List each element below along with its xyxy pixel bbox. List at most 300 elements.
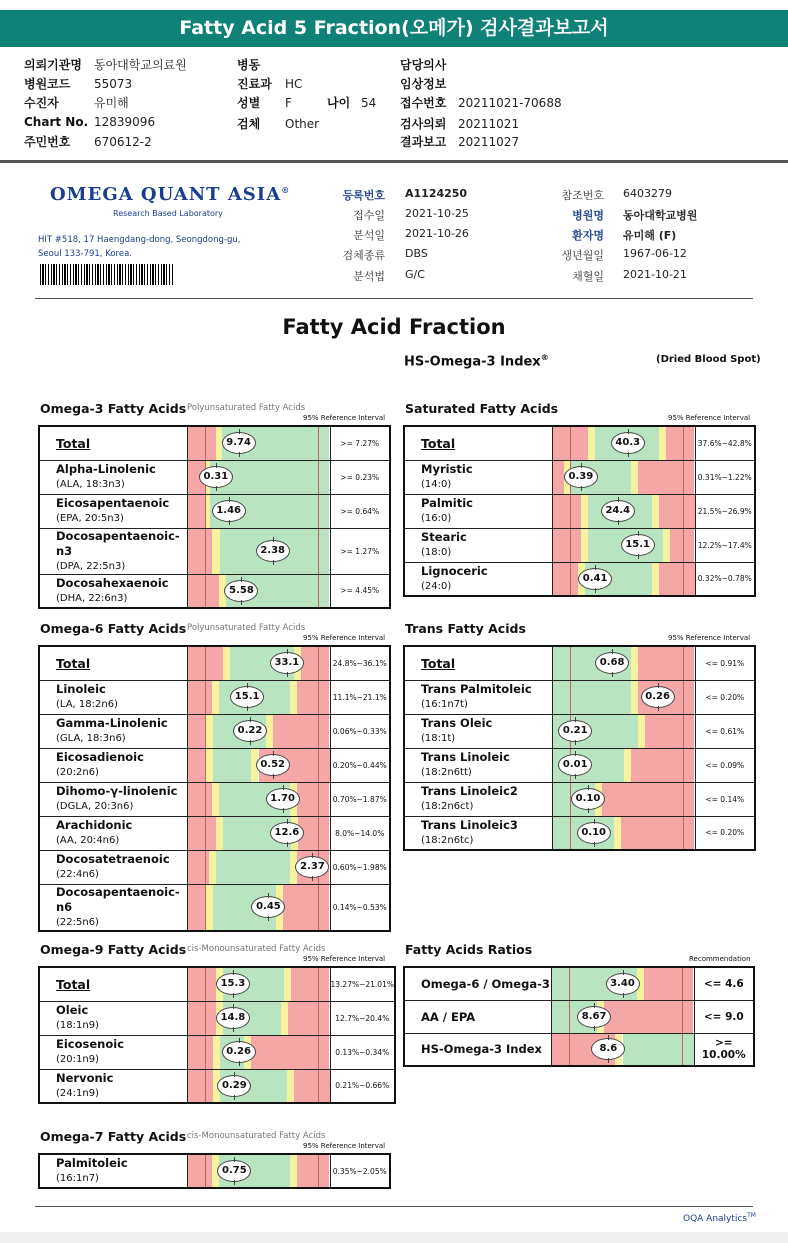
specimen-note: (Dried Blood Spot) bbox=[656, 354, 761, 365]
bar-tick-line bbox=[682, 968, 683, 1000]
range-band bbox=[666, 427, 694, 460]
bar-tick-line bbox=[205, 495, 206, 528]
range-band bbox=[223, 647, 230, 680]
result-bar bbox=[187, 680, 330, 714]
analyte-name: Docosapentaenoic-n6 bbox=[56, 884, 180, 914]
range-band bbox=[188, 495, 205, 528]
analyte-name-cell bbox=[404, 646, 552, 680]
analyte-name-cell bbox=[404, 1000, 551, 1033]
result-bar bbox=[187, 1154, 330, 1188]
header-field-value: 동아대학교의료원 bbox=[94, 58, 187, 72]
bar-tick-line bbox=[318, 575, 319, 608]
table-row bbox=[404, 714, 755, 748]
bar-tick-line bbox=[205, 1070, 206, 1103]
header-field bbox=[400, 75, 458, 92]
reference-range: 0.21%~0.66% bbox=[330, 1069, 395, 1103]
header-field-label: 결과보고 bbox=[400, 135, 447, 149]
analyte-name-cell bbox=[404, 1033, 551, 1066]
result-value-marker: 0.31 bbox=[199, 466, 233, 488]
result-value-marker: 0.22 bbox=[233, 720, 267, 742]
range-band bbox=[301, 647, 329, 680]
table-row bbox=[404, 460, 755, 494]
analyte-name: Docosapentaenoic-n3 bbox=[56, 528, 180, 558]
analyte-name: Eicosenoic bbox=[56, 1037, 125, 1051]
range-band bbox=[294, 1070, 330, 1103]
analyte-code: (14:0) bbox=[421, 479, 452, 490]
section-title: Omega-3 Fatty Acids bbox=[40, 401, 187, 416]
analyte-name: Total bbox=[421, 435, 456, 451]
lab-logo bbox=[50, 184, 290, 205]
analyte-name: Palmitoleic bbox=[56, 1156, 128, 1170]
bar-background bbox=[188, 1155, 330, 1187]
result-bar bbox=[187, 494, 330, 528]
reference-interval-label: 95% Reference Interval bbox=[303, 634, 386, 642]
report-info-label: 병원명 bbox=[572, 209, 604, 222]
bar-tick-line bbox=[318, 1155, 319, 1187]
range-band bbox=[188, 715, 206, 748]
result-value-marker: 0.75 bbox=[217, 1160, 251, 1182]
bar-background bbox=[188, 817, 330, 850]
range-band bbox=[553, 681, 631, 714]
result-value-marker: 2.37 bbox=[295, 856, 329, 878]
range-band bbox=[631, 681, 638, 714]
range-band bbox=[188, 817, 216, 850]
range-band bbox=[206, 749, 213, 782]
range-band bbox=[188, 575, 219, 608]
analyte-name: Eicosapentaenoic bbox=[56, 496, 170, 510]
bar-tick-line bbox=[569, 968, 570, 1000]
section-subtitle: Polyunsaturated Fatty Acids bbox=[187, 623, 306, 633]
bar-background bbox=[188, 647, 330, 680]
analyte-name-cell bbox=[39, 816, 187, 850]
reference-range: 8.0%~14.0% bbox=[330, 816, 390, 850]
analyte-name-cell bbox=[39, 967, 187, 1001]
report-info-value: 2021-10-21 bbox=[623, 268, 687, 281]
header-field-label: 성별 bbox=[237, 96, 261, 110]
result-value-marker: 0.68 bbox=[595, 652, 629, 674]
bar-tick-line bbox=[318, 461, 319, 494]
analyte-name: Trans Linoleic3 bbox=[421, 817, 518, 832]
divider bbox=[0, 160, 788, 163]
bar-tick-line bbox=[683, 817, 684, 850]
range-band bbox=[631, 461, 638, 494]
header-field-label: 접수번호 bbox=[400, 96, 447, 110]
report-info-value: 동아대학교병원 bbox=[623, 209, 698, 222]
range-band bbox=[581, 529, 588, 562]
result-value-marker: 0.26 bbox=[641, 686, 675, 708]
range-band bbox=[188, 529, 212, 574]
range-band bbox=[624, 749, 631, 782]
bar-tick-line bbox=[683, 749, 684, 782]
table-row bbox=[39, 748, 390, 782]
bar-tick-line bbox=[683, 647, 684, 680]
result-bar bbox=[187, 816, 330, 850]
range-band bbox=[659, 563, 695, 596]
reference-range: 12.2%~17.4% bbox=[695, 528, 755, 562]
result-value-marker: 8.67 bbox=[577, 1006, 611, 1028]
header-field bbox=[400, 94, 562, 111]
analyte-name-cell bbox=[39, 426, 187, 460]
reference-range: >= 0.64% bbox=[330, 494, 390, 528]
range-band bbox=[553, 563, 579, 596]
bar-background bbox=[188, 575, 330, 608]
table-row bbox=[404, 646, 755, 680]
result-value-marker: 0.26 bbox=[222, 1041, 256, 1063]
reference-range: 0.32%~0.78% bbox=[695, 562, 755, 596]
range-band bbox=[297, 1155, 330, 1187]
range-band bbox=[631, 647, 638, 680]
analyte-name: Nervonic bbox=[56, 1070, 114, 1085]
range-band bbox=[644, 968, 694, 1000]
result-value-marker: 33.1 bbox=[270, 652, 304, 674]
reference-range: <= 4.6 bbox=[694, 967, 754, 1000]
range-band bbox=[188, 1036, 214, 1069]
reference-range: <= 0.61% bbox=[695, 714, 755, 748]
bar-tick-line bbox=[318, 529, 319, 574]
analyte-code: (16:1n7) bbox=[56, 1173, 99, 1184]
bar-tick-line bbox=[570, 647, 571, 680]
result-bar bbox=[187, 748, 330, 782]
header-field-value: Other bbox=[285, 117, 320, 131]
analyte-code: (18:2n6ct) bbox=[421, 801, 474, 812]
analyte-name: Trans Linoleic bbox=[421, 750, 510, 764]
result-value-marker: 2.38 bbox=[256, 540, 290, 562]
analyte-code: (18:2n6tt) bbox=[421, 767, 472, 778]
section-subtitle: Polyunsaturated Fatty Acids bbox=[187, 403, 306, 413]
analyte-name-cell bbox=[39, 884, 187, 931]
analyte-code: (GLA, 18:3n6) bbox=[56, 733, 126, 744]
analyte-name-cell bbox=[39, 1035, 187, 1069]
range-band bbox=[206, 885, 213, 930]
result-bar bbox=[187, 1035, 330, 1069]
table-row bbox=[39, 1001, 395, 1035]
analyte-name-cell bbox=[404, 426, 552, 460]
analyte-name: Omega-6 / Omega-3 bbox=[421, 976, 550, 991]
result-bar bbox=[187, 528, 330, 574]
report-info-label: 생년월일 bbox=[561, 249, 604, 262]
analyte-name: Trans Linoleic2 bbox=[421, 784, 518, 798]
reference-interval-label: 95% Reference Interval bbox=[668, 414, 751, 422]
result-bar bbox=[552, 562, 695, 596]
analyte-name: Gamma-Linolenic bbox=[56, 716, 168, 730]
bar-tick-line bbox=[683, 681, 684, 714]
age-label: 나이 bbox=[327, 96, 351, 110]
bar-tick-line bbox=[683, 427, 684, 460]
analyte-name: AA / EPA bbox=[421, 1009, 476, 1024]
bar-tick-line bbox=[205, 749, 206, 782]
bar-tick-line bbox=[205, 529, 206, 574]
analyte-code: (DGLA, 20:3n6) bbox=[56, 801, 134, 812]
results-table bbox=[403, 645, 756, 851]
bar-tick-line bbox=[570, 495, 571, 528]
bar-background bbox=[552, 1001, 694, 1033]
bar-tick-line bbox=[205, 817, 206, 850]
header-field-value: F bbox=[285, 96, 292, 110]
section-title: Fatty Acids Ratios bbox=[405, 942, 533, 957]
header-field bbox=[24, 133, 152, 150]
result-bar bbox=[552, 680, 695, 714]
bar-tick-line bbox=[570, 817, 571, 850]
report-info-value: 2021-10-25 bbox=[405, 207, 469, 220]
result-bar bbox=[552, 748, 695, 782]
analyte-name-cell bbox=[39, 748, 187, 782]
report-info-label: 채혈일 bbox=[572, 270, 604, 283]
result-value-marker: 15.1 bbox=[621, 534, 655, 556]
reference-interval-label: Recommendation bbox=[689, 955, 751, 963]
result-value-marker: 15.1 bbox=[230, 686, 264, 708]
reference-range: <= 0.09% bbox=[695, 748, 755, 782]
result-bar bbox=[187, 782, 330, 816]
result-value-marker: 0.52 bbox=[256, 754, 290, 776]
table-row bbox=[404, 782, 755, 816]
bar-tick-line bbox=[318, 715, 319, 748]
reference-range: 0.13%~0.34% bbox=[330, 1035, 395, 1069]
result-value-marker: 24.4 bbox=[601, 500, 635, 522]
report-info-value: G/C bbox=[405, 268, 425, 281]
result-value-marker: 15.3 bbox=[216, 973, 250, 995]
header-field-label: 임상정보 bbox=[400, 77, 447, 91]
bar-background bbox=[188, 1070, 330, 1103]
analyte-code: (18:0) bbox=[421, 547, 452, 558]
bar-tick-line bbox=[683, 563, 684, 596]
analyte-name: Docosatetraenoic bbox=[56, 852, 170, 866]
analyte-name-cell bbox=[39, 680, 187, 714]
header-field-label: 담당의사 bbox=[400, 58, 447, 72]
table-row bbox=[39, 967, 395, 1001]
analyte-name-cell bbox=[39, 574, 187, 608]
result-bar bbox=[187, 1001, 330, 1035]
bar-tick-line bbox=[318, 647, 319, 680]
header-field-label: 병동 bbox=[237, 58, 261, 72]
address-line-2: Seoul 133-791, Korea. bbox=[38, 249, 132, 259]
range-band bbox=[614, 817, 621, 850]
result-value-marker: 1.46 bbox=[212, 500, 246, 522]
analyte-name-cell bbox=[39, 782, 187, 816]
result-bar bbox=[187, 646, 330, 680]
analyte-name: Lignoceric bbox=[421, 563, 488, 578]
bar-tick-line bbox=[318, 1070, 319, 1103]
table-row bbox=[39, 494, 390, 528]
range-band bbox=[213, 749, 251, 782]
analyte-name: Linoleic bbox=[56, 682, 106, 696]
address-line-1: HIT #518, 17 Haengdang-dong, Seongdong-gu, bbox=[38, 235, 241, 245]
report-info-label: 참조번호 bbox=[561, 189, 604, 202]
analyte-name: Arachidonic bbox=[56, 818, 133, 832]
header-field bbox=[237, 56, 285, 73]
analyte-name: Total bbox=[56, 435, 91, 451]
header-field-label: 수진자 bbox=[24, 96, 59, 110]
analyte-code: (16:1n7t) bbox=[421, 699, 468, 710]
report-info-label: 분석일 bbox=[353, 229, 385, 242]
header-field-label: 의뢰기관명 bbox=[24, 58, 82, 72]
analyte-name-cell bbox=[404, 528, 552, 562]
reference-range: >= 10.00% bbox=[694, 1033, 754, 1066]
analyte-name-cell bbox=[404, 562, 552, 596]
header-field-value: 20211021 bbox=[458, 117, 520, 131]
result-value-marker: 0.10 bbox=[571, 788, 605, 810]
analyte-code: (24:0) bbox=[421, 580, 452, 592]
table-row bbox=[39, 782, 390, 816]
bar-tick-line bbox=[205, 1002, 206, 1035]
bar-background bbox=[188, 968, 330, 1001]
result-bar bbox=[551, 967, 694, 1000]
reference-range: <= 0.20% bbox=[695, 816, 755, 850]
analyte-code: (20:1n9) bbox=[56, 1054, 99, 1065]
header-field-value: 12839096 bbox=[94, 115, 156, 129]
analyte-name-cell bbox=[404, 967, 551, 1000]
analyte-name: Stearic bbox=[421, 530, 467, 544]
section-title: Trans Fatty Acids bbox=[405, 621, 526, 636]
analyte-name-cell bbox=[39, 646, 187, 680]
range-band bbox=[297, 783, 330, 816]
reference-range: 13.27%~21.01% bbox=[330, 967, 395, 1001]
range-band bbox=[188, 427, 216, 460]
range-band bbox=[273, 715, 330, 748]
section-title: Saturated Fatty Acids bbox=[405, 401, 559, 416]
analyte-name-cell bbox=[39, 528, 187, 574]
range-band bbox=[638, 461, 695, 494]
reference-range: 11.1%~21.1% bbox=[330, 680, 390, 714]
table-row bbox=[404, 967, 754, 1000]
range-band bbox=[283, 885, 330, 930]
result-value-marker: 8.6 bbox=[591, 1038, 625, 1060]
barcode-image bbox=[40, 264, 174, 285]
result-value-marker: 0.10 bbox=[577, 822, 611, 844]
result-value-marker: 14.8 bbox=[216, 1007, 250, 1029]
page-title: Fatty Acid Fraction bbox=[282, 315, 506, 339]
bar-tick-line bbox=[205, 647, 206, 680]
range-band bbox=[553, 495, 581, 528]
analyte-name: Dihomo-γ-linolenic bbox=[56, 784, 178, 798]
analyte-code: (18:2n6tc) bbox=[421, 834, 474, 846]
bar-background bbox=[553, 563, 695, 596]
divider bbox=[35, 1206, 753, 1207]
header-field-value: 20211027 bbox=[458, 135, 520, 149]
reference-range: 0.20%~0.44% bbox=[330, 748, 390, 782]
header-field-label: 검체 bbox=[237, 117, 261, 131]
result-value-marker: 9.74 bbox=[222, 432, 256, 454]
bar-background bbox=[553, 817, 695, 850]
bar-tick-line bbox=[683, 715, 684, 748]
range-band bbox=[663, 529, 670, 562]
bar-tick-line bbox=[318, 749, 319, 782]
page-subtitle bbox=[404, 353, 549, 369]
result-bar bbox=[187, 967, 330, 1001]
range-band bbox=[188, 1155, 212, 1187]
header-field-label: 진료과 bbox=[237, 77, 272, 91]
results-table bbox=[38, 425, 391, 609]
result-value-marker: 12.6 bbox=[270, 822, 304, 844]
range-band bbox=[212, 783, 219, 816]
range-band bbox=[659, 427, 666, 460]
result-value-marker: 40.3 bbox=[611, 432, 645, 454]
result-bar bbox=[552, 714, 695, 748]
header-field bbox=[24, 75, 132, 92]
header-field bbox=[237, 75, 302, 92]
result-value-marker: 0.01 bbox=[558, 754, 592, 776]
analyte-code: (20:2n6) bbox=[56, 767, 99, 778]
bar-background bbox=[188, 1002, 330, 1035]
reference-range: <= 0.20% bbox=[695, 680, 755, 714]
reference-range: 0.14%~0.53% bbox=[330, 884, 390, 931]
registered-mark: ® bbox=[540, 353, 549, 362]
lab-tagline: Research Based Laboratory bbox=[113, 209, 223, 218]
range-band bbox=[188, 749, 206, 782]
reference-range: 0.31%~1.22% bbox=[695, 460, 755, 494]
header-field bbox=[24, 94, 129, 111]
bar-tick-line bbox=[205, 575, 206, 608]
reference-range: 37.6%~42.8% bbox=[695, 426, 755, 460]
table-row bbox=[404, 1033, 754, 1066]
bar-tick-line bbox=[205, 715, 206, 748]
reference-interval-label: 95% Reference Interval bbox=[668, 634, 751, 642]
table-row bbox=[404, 816, 755, 850]
bar-tick-line bbox=[318, 1002, 319, 1035]
analyte-name-cell bbox=[39, 1069, 187, 1103]
range-band bbox=[212, 681, 219, 714]
bar-tick-line bbox=[318, 681, 319, 714]
range-band bbox=[287, 1070, 294, 1103]
report-info-value: 1967-06-12 bbox=[623, 247, 687, 260]
bar-tick-line bbox=[570, 563, 571, 596]
result-bar bbox=[552, 816, 695, 850]
header-field-value: 유미해 bbox=[94, 96, 129, 110]
result-bar bbox=[187, 426, 330, 460]
analyte-name: Eicosadienoic bbox=[56, 750, 144, 764]
bar-tick-line bbox=[569, 1034, 570, 1066]
analyte-code: (24:1n9) bbox=[56, 1087, 99, 1099]
analyte-name-cell bbox=[404, 714, 552, 748]
result-bar bbox=[187, 460, 330, 494]
analyte-name: Oleic bbox=[56, 1003, 89, 1017]
reference-range: <= 0.14% bbox=[695, 782, 755, 816]
section-title: Omega-7 Fatty Acids bbox=[40, 1129, 187, 1144]
analyte-name: Trans Oleic bbox=[421, 716, 493, 730]
results-table bbox=[38, 645, 391, 932]
bar-background bbox=[188, 1036, 330, 1069]
header-field bbox=[237, 94, 292, 111]
table-row bbox=[39, 1035, 395, 1069]
bar-tick-line bbox=[318, 1036, 319, 1069]
range-band bbox=[645, 715, 695, 748]
analyte-name: Alpha-Linolenic bbox=[56, 462, 156, 476]
analyte-code: (EPA, 20:5n3) bbox=[56, 513, 124, 524]
analyte-name-cell bbox=[39, 460, 187, 494]
bar-tick-line bbox=[683, 495, 684, 528]
bar-tick-line bbox=[205, 968, 206, 1001]
table-row bbox=[39, 1069, 395, 1103]
reference-range: 0.06%~0.33% bbox=[330, 714, 390, 748]
range-band bbox=[188, 1002, 216, 1035]
analyte-name-cell bbox=[39, 494, 187, 528]
report-info-value: 유미해 (F) bbox=[623, 229, 677, 242]
bar-tick-line bbox=[205, 681, 206, 714]
report-info-value: 6403279 bbox=[623, 187, 672, 200]
range-band bbox=[291, 968, 329, 1001]
header-field-label: Chart No. bbox=[24, 115, 89, 129]
analyte-name: Total bbox=[56, 976, 91, 992]
footer-brand bbox=[683, 1212, 756, 1224]
range-band bbox=[297, 681, 330, 714]
report-banner: Fatty Acid 5 Fraction(오메가) 검사결과보고서 bbox=[0, 10, 788, 47]
analyte-name: Trans Palmitoleic bbox=[421, 682, 532, 696]
reference-range: 0.60%~1.98% bbox=[330, 850, 390, 884]
report-info-label: 검체종류 bbox=[342, 249, 385, 262]
range-band bbox=[213, 1036, 220, 1069]
bar-tick-line bbox=[683, 461, 684, 494]
range-band bbox=[638, 647, 695, 680]
range-band bbox=[602, 783, 694, 816]
